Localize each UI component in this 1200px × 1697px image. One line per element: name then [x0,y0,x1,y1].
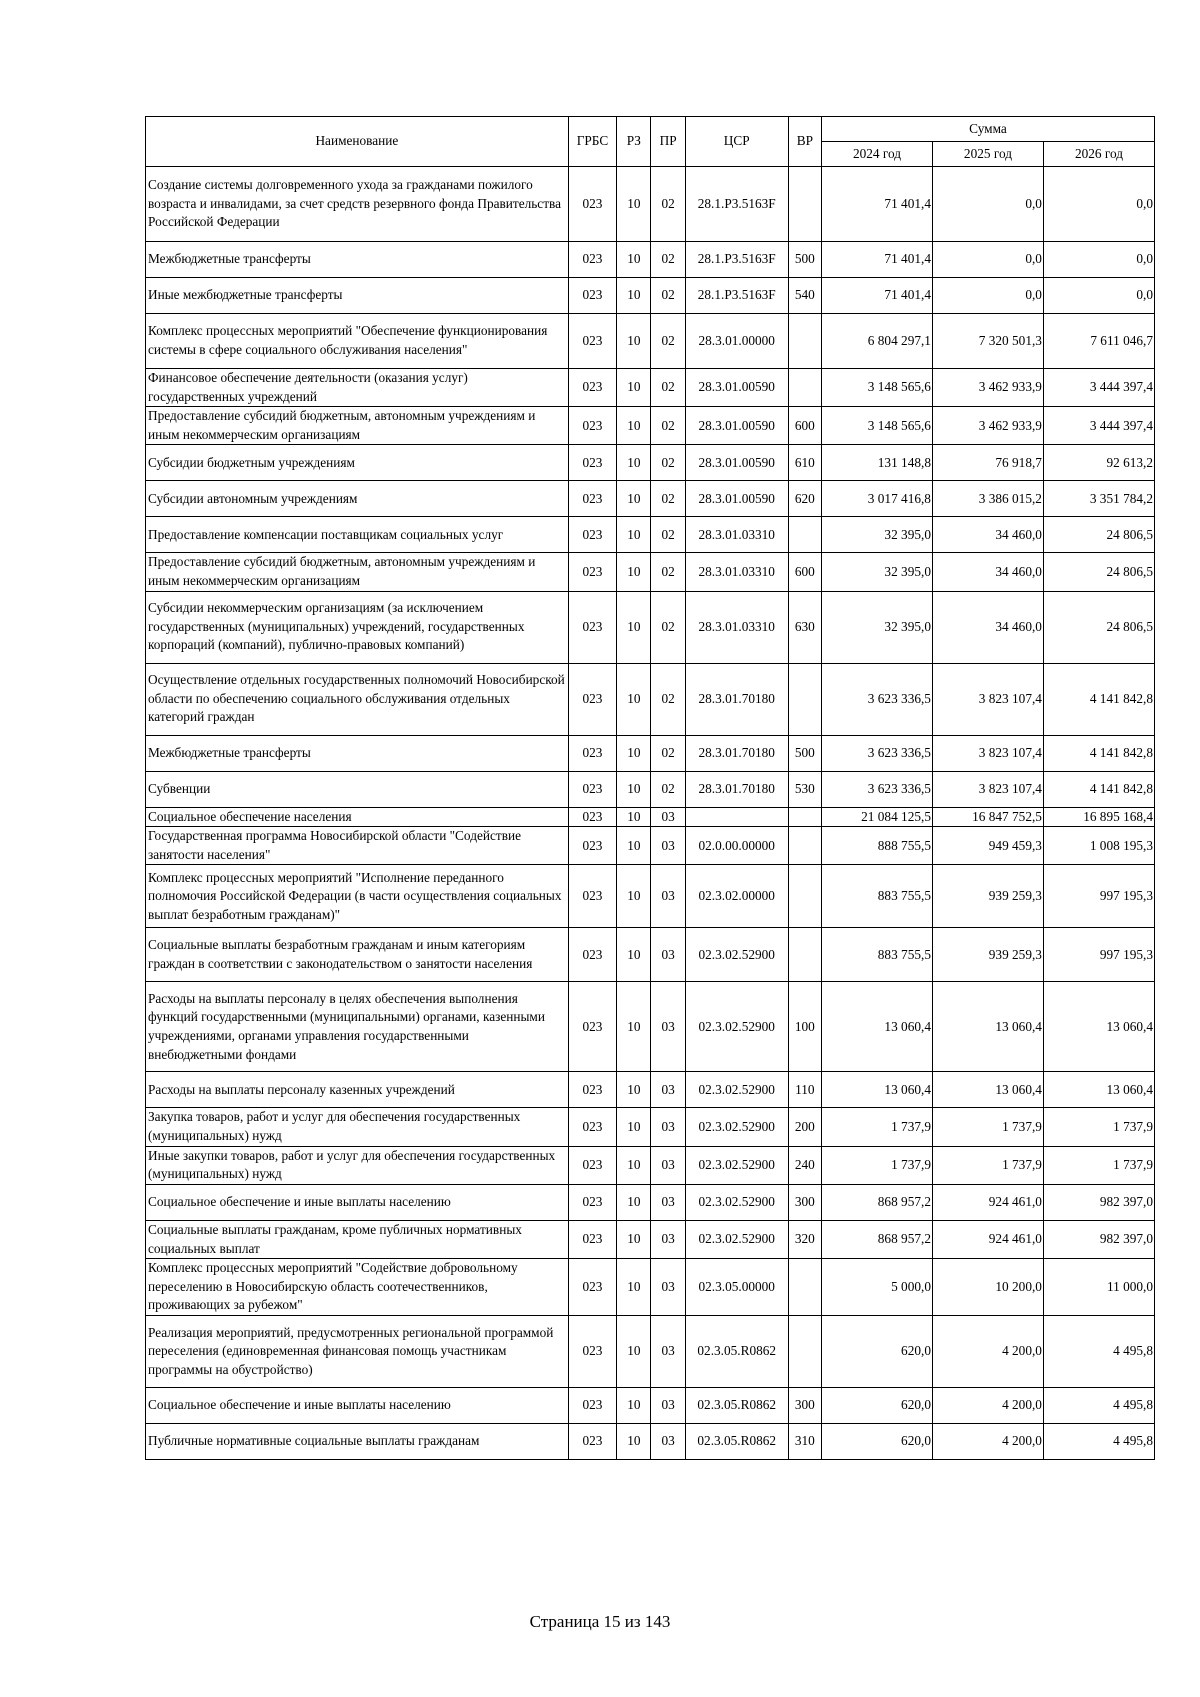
cell-rz: 10 [617,1387,651,1423]
cell-sum-2026: 982 397,0 [1043,1220,1154,1258]
cell-grbs: 023 [568,982,616,1072]
cell-csr: 28.3.01.70180 [685,663,788,735]
cell-rz: 10 [617,1146,651,1184]
cell-sum-2026: 24 806,5 [1043,591,1154,663]
cell-sum-2025: 0,0 [932,242,1043,278]
cell-name: Социальное обеспечение и иные выплаты населению [146,1184,569,1220]
cell-sum-2026: 92 613,2 [1043,445,1154,481]
cell-pr: 03 [651,827,685,865]
cell-sum-2024: 3 623 336,5 [821,771,932,807]
cell-csr: 28.3.01.00590 [685,407,788,445]
cell-vr [788,314,821,369]
cell-csr: 02.3.02.52900 [685,1072,788,1108]
cell-vr [788,1315,821,1387]
cell-sum-2025: 3 462 933,9 [932,369,1043,407]
cell-rz: 10 [617,928,651,982]
cell-sum-2026: 997 195,3 [1043,865,1154,928]
cell-sum-2025: 13 060,4 [932,1072,1043,1108]
cell-name: Социальные выплаты безработным гражданам и иным категориям граждан в соответствии с законодательством о занятости населения [146,928,569,982]
cell-name: Расходы на выплаты персоналу в целях обеспечения выполнения функций государственными (муниципальными) органами, казенными учреждениями, органами управления государственными внебюджетными фондами [146,982,569,1072]
cell-csr: 28.1.Р3.5163F [685,242,788,278]
cell-name: Социальные выплаты гражданам, кроме публичных нормативных социальных выплат [146,1220,569,1258]
table-row [146,663,1155,735]
cell-sum-2026: 16 895 168,4 [1043,807,1154,827]
cell-grbs: 023 [568,407,616,445]
cell-sum-2025: 4 200,0 [932,1423,1043,1459]
cell-sum-2025: 949 459,3 [932,827,1043,865]
cell-sum-2024: 3 623 336,5 [821,735,932,771]
cell-name: Предоставление субсидий бюджетным, автономным учреждениям и иным некоммерческим организациям [146,407,569,445]
cell-sum-2026: 4 141 842,8 [1043,735,1154,771]
cell-sum-2026: 4 495,8 [1043,1387,1154,1423]
cell-pr: 02 [651,735,685,771]
table-row [146,1146,1155,1184]
cell-vr: 610 [788,445,821,481]
cell-sum-2024: 620,0 [821,1387,932,1423]
cell-csr: 02.3.02.52900 [685,1220,788,1258]
cell-name: Субсидии некоммерческим организациям (за исключением государственных (муниципальных) учреждений, государственных корпораций (компаний), публично-правовых компаний) [146,591,569,663]
cell-vr [788,167,821,242]
cell-pr: 03 [651,982,685,1072]
cell-sum-2026: 24 806,5 [1043,517,1154,553]
cell-sum-2024: 71 401,4 [821,242,932,278]
cell-pr: 02 [651,663,685,735]
table-row [146,1108,1155,1146]
cell-rz: 10 [617,591,651,663]
cell-sum-2025: 10 200,0 [932,1259,1043,1316]
table-row [146,445,1155,481]
cell-sum-2024: 620,0 [821,1315,932,1387]
cell-sum-2025: 34 460,0 [932,591,1043,663]
cell-name: Реализация мероприятий, предусмотренных региональной программой переселения (единовременная финансовая помощь участникам программы на обустройство) [146,1315,569,1387]
cell-vr [788,663,821,735]
cell-sum-2024: 868 957,2 [821,1220,932,1258]
cell-grbs: 023 [568,1259,616,1316]
header-csr: ЦСР [685,117,788,167]
cell-sum-2025: 34 460,0 [932,517,1043,553]
cell-rz: 10 [617,1423,651,1459]
table-row [146,1387,1155,1423]
cell-sum-2025: 76 918,7 [932,445,1043,481]
cell-sum-2026: 1 737,9 [1043,1146,1154,1184]
table-row [146,167,1155,242]
cell-csr: 28.3.01.00590 [685,481,788,517]
cell-rz: 10 [617,517,651,553]
cell-name: Расходы на выплаты персоналу казенных учреждений [146,1072,569,1108]
cell-sum-2026: 1 008 195,3 [1043,827,1154,865]
cell-name: Комплекс процессных мероприятий "Обеспечение функционирования системы в сфере социального обслуживания населения" [146,314,569,369]
cell-grbs: 023 [568,591,616,663]
cell-csr: 28.1.Р3.5163F [685,167,788,242]
cell-sum-2025: 4 200,0 [932,1387,1043,1423]
cell-sum-2025: 3 386 015,2 [932,481,1043,517]
cell-rz: 10 [617,1220,651,1258]
cell-sum-2024: 32 395,0 [821,517,932,553]
cell-rz: 10 [617,807,651,827]
cell-vr [788,369,821,407]
header-grbs: ГРБС [568,117,616,167]
cell-grbs: 023 [568,1184,616,1220]
cell-pr: 03 [651,1108,685,1146]
cell-name: Субсидии бюджетным учреждениям [146,445,569,481]
cell-rz: 10 [617,553,651,591]
cell-grbs: 023 [568,553,616,591]
cell-vr: 500 [788,735,821,771]
cell-grbs: 023 [568,1387,616,1423]
cell-csr: 02.3.05.R0862 [685,1315,788,1387]
cell-name: Социальное обеспечение населения [146,807,569,827]
cell-sum-2026: 0,0 [1043,167,1154,242]
cell-grbs: 023 [568,1315,616,1387]
cell-grbs: 023 [568,827,616,865]
cell-rz: 10 [617,735,651,771]
cell-csr: 28.3.01.00590 [685,445,788,481]
cell-pr: 02 [651,167,685,242]
cell-pr: 02 [651,771,685,807]
cell-sum-2025: 924 461,0 [932,1184,1043,1220]
table-row [146,1184,1155,1220]
cell-sum-2026: 1 737,9 [1043,1108,1154,1146]
cell-pr: 03 [651,1259,685,1316]
cell-vr [788,807,821,827]
header-year-2024: 2024 год [821,142,932,167]
cell-csr: 02.3.02.52900 [685,982,788,1072]
cell-sum-2024: 71 401,4 [821,278,932,314]
cell-pr: 03 [651,1146,685,1184]
cell-grbs: 023 [568,928,616,982]
cell-name: Иные закупки товаров, работ и услуг для обеспечения государственных (муниципальных) нужд [146,1146,569,1184]
cell-sum-2025: 34 460,0 [932,553,1043,591]
cell-vr: 630 [788,591,821,663]
cell-sum-2024: 868 957,2 [821,1184,932,1220]
cell-pr: 03 [651,928,685,982]
table-row [146,771,1155,807]
cell-csr: 28.3.01.70180 [685,735,788,771]
table-row [146,481,1155,517]
cell-sum-2025: 939 259,3 [932,865,1043,928]
cell-sum-2026: 4 495,8 [1043,1423,1154,1459]
cell-csr: 28.3.01.03310 [685,553,788,591]
cell-csr: 28.3.01.00590 [685,369,788,407]
cell-csr: 02.3.02.52900 [685,1184,788,1220]
cell-rz: 10 [617,407,651,445]
cell-csr: 02.3.02.52900 [685,928,788,982]
cell-name: Предоставление субсидий бюджетным, автономным учреждениям и иным некоммерческим организациям [146,553,569,591]
cell-sum-2026: 11 000,0 [1043,1259,1154,1316]
cell-sum-2024: 32 395,0 [821,553,932,591]
cell-csr: 02.3.02.52900 [685,1146,788,1184]
cell-name: Государственная программа Новосибирской области "Содействие занятости населения" [146,827,569,865]
cell-name: Субсидии автономным учреждениям [146,481,569,517]
table-header [146,117,1155,167]
cell-name: Межбюджетные трансферты [146,735,569,771]
cell-rz: 10 [617,663,651,735]
cell-sum-2024: 3 148 565,6 [821,407,932,445]
cell-csr: 02.3.05.00000 [685,1259,788,1316]
cell-rz: 10 [617,1315,651,1387]
cell-csr: 02.3.02.52900 [685,1108,788,1146]
cell-grbs: 023 [568,481,616,517]
cell-sum-2026: 3 351 784,2 [1043,481,1154,517]
cell-name: Предоставление компенсации поставщикам социальных услуг [146,517,569,553]
cell-vr: 300 [788,1387,821,1423]
cell-sum-2026: 0,0 [1043,242,1154,278]
cell-pr: 02 [651,481,685,517]
cell-vr: 110 [788,1072,821,1108]
cell-vr: 310 [788,1423,821,1459]
cell-sum-2025: 3 462 933,9 [932,407,1043,445]
cell-name: Межбюджетные трансферты [146,242,569,278]
cell-csr: 02.3.05.R0862 [685,1423,788,1459]
cell-pr: 03 [651,1315,685,1387]
cell-sum-2025: 3 823 107,4 [932,771,1043,807]
cell-sum-2024: 888 755,5 [821,827,932,865]
cell-sum-2024: 13 060,4 [821,982,932,1072]
cell-sum-2025: 0,0 [932,167,1043,242]
cell-sum-2024: 32 395,0 [821,591,932,663]
table-row [146,1072,1155,1108]
cell-sum-2025: 7 320 501,3 [932,314,1043,369]
cell-sum-2025: 1 737,9 [932,1108,1043,1146]
cell-rz: 10 [617,865,651,928]
table-row [146,1423,1155,1459]
cell-grbs: 023 [568,242,616,278]
cell-csr: 28.3.01.03310 [685,517,788,553]
cell-sum-2024: 3 623 336,5 [821,663,932,735]
cell-pr: 02 [651,369,685,407]
cell-csr: 28.3.01.70180 [685,771,788,807]
cell-vr: 320 [788,1220,821,1258]
cell-grbs: 023 [568,1108,616,1146]
cell-sum-2024: 1 737,9 [821,1146,932,1184]
cell-sum-2024: 13 060,4 [821,1072,932,1108]
cell-grbs: 023 [568,771,616,807]
cell-pr: 03 [651,1220,685,1258]
table-row [146,1315,1155,1387]
cell-name: Комплекс процессных мероприятий "Исполнение переданного полномочия Российской Федерации (в части осуществления социальных выплат безработным гражданам)" [146,865,569,928]
cell-sum-2024: 3 017 416,8 [821,481,932,517]
table-row [146,591,1155,663]
cell-rz: 10 [617,1108,651,1146]
cell-csr: 02.3.05.R0862 [685,1387,788,1423]
cell-pr: 02 [651,242,685,278]
cell-rz: 10 [617,167,651,242]
cell-grbs: 023 [568,807,616,827]
table-row [146,928,1155,982]
cell-rz: 10 [617,982,651,1072]
cell-vr: 240 [788,1146,821,1184]
cell-name: Создание системы долговременного ухода за гражданами пожилого возраста и инвалидами, за счет средств резервного фонда Правительства Российской Федерации [146,167,569,242]
cell-vr [788,865,821,928]
cell-rz: 10 [617,1184,651,1220]
cell-csr: 28.1.Р3.5163F [685,278,788,314]
cell-pr: 03 [651,1387,685,1423]
cell-vr [788,928,821,982]
cell-sum-2026: 0,0 [1043,278,1154,314]
table-row [146,242,1155,278]
cell-sum-2024: 5 000,0 [821,1259,932,1316]
cell-sum-2026: 3 444 397,4 [1043,369,1154,407]
table-row [146,314,1155,369]
cell-grbs: 023 [568,445,616,481]
header-sum: Сумма [821,117,1154,142]
cell-pr: 03 [651,807,685,827]
cell-grbs: 023 [568,865,616,928]
cell-name: Субвенции [146,771,569,807]
table-row [146,1220,1155,1258]
cell-name: Финансовое обеспечение деятельности (оказания услуг) государственных учреждений [146,369,569,407]
cell-name: Иные межбюджетные трансферты [146,278,569,314]
header-year-2026: 2026 год [1043,142,1154,167]
table-row [146,369,1155,407]
cell-vr: 620 [788,481,821,517]
cell-pr: 03 [651,1072,685,1108]
cell-vr: 530 [788,771,821,807]
cell-pr: 02 [651,278,685,314]
header-pr: ПР [651,117,685,167]
cell-sum-2026: 982 397,0 [1043,1184,1154,1220]
table-row [146,407,1155,445]
cell-sum-2025: 3 823 107,4 [932,735,1043,771]
header-vr: ВР [788,117,821,167]
cell-pr: 02 [651,553,685,591]
cell-sum-2026: 4 495,8 [1043,1315,1154,1387]
cell-sum-2025: 16 847 752,5 [932,807,1043,827]
cell-pr: 03 [651,865,685,928]
cell-grbs: 023 [568,1072,616,1108]
cell-rz: 10 [617,481,651,517]
cell-sum-2026: 13 060,4 [1043,982,1154,1072]
cell-sum-2025: 3 823 107,4 [932,663,1043,735]
cell-vr: 200 [788,1108,821,1146]
cell-sum-2024: 1 737,9 [821,1108,932,1146]
cell-csr [685,807,788,827]
cell-sum-2025: 939 259,3 [932,928,1043,982]
cell-pr: 03 [651,1423,685,1459]
table-row [146,517,1155,553]
table-body [146,167,1155,1460]
cell-grbs: 023 [568,1220,616,1258]
cell-name: Осуществление отдельных государственных полномочий Новосибирской области по обеспечению социального обслуживания отдельных категорий граждан [146,663,569,735]
cell-pr: 02 [651,314,685,369]
table-row [146,1259,1155,1316]
cell-vr: 100 [788,982,821,1072]
cell-rz: 10 [617,242,651,278]
cell-sum-2024: 131 148,8 [821,445,932,481]
table-row [146,735,1155,771]
cell-sum-2024: 883 755,5 [821,928,932,982]
cell-csr: 28.3.01.03310 [685,591,788,663]
header-rz: РЗ [617,117,651,167]
cell-name: Закупка товаров, работ и услуг для обеспечения государственных (муниципальных) нужд [146,1108,569,1146]
cell-grbs: 023 [568,314,616,369]
cell-pr: 02 [651,445,685,481]
cell-grbs: 023 [568,167,616,242]
cell-pr: 03 [651,1184,685,1220]
cell-grbs: 023 [568,369,616,407]
cell-grbs: 023 [568,278,616,314]
cell-sum-2024: 6 804 297,1 [821,314,932,369]
table-row [146,278,1155,314]
header-name: Наименование [146,117,569,167]
cell-rz: 10 [617,1072,651,1108]
page-number: Страница 15 из 143 [529,1612,671,1631]
cell-vr: 600 [788,407,821,445]
cell-sum-2026: 13 060,4 [1043,1072,1154,1108]
cell-rz: 10 [617,445,651,481]
cell-sum-2025: 4 200,0 [932,1315,1043,1387]
cell-sum-2026: 7 611 046,7 [1043,314,1154,369]
cell-sum-2026: 3 444 397,4 [1043,407,1154,445]
table-row [146,553,1155,591]
cell-sum-2025: 0,0 [932,278,1043,314]
table-row [146,827,1155,865]
cell-grbs: 023 [568,1146,616,1184]
cell-rz: 10 [617,278,651,314]
cell-pr: 02 [651,591,685,663]
table-row [146,865,1155,928]
cell-sum-2025: 13 060,4 [932,982,1043,1072]
header-year-2025: 2025 год [932,142,1043,167]
cell-grbs: 023 [568,735,616,771]
cell-vr: 600 [788,553,821,591]
cell-name: Публичные нормативные социальные выплаты гражданам [146,1423,569,1459]
cell-rz: 10 [617,827,651,865]
cell-csr: 28.3.01.00000 [685,314,788,369]
cell-grbs: 023 [568,517,616,553]
cell-rz: 10 [617,369,651,407]
cell-vr: 500 [788,242,821,278]
cell-sum-2024: 883 755,5 [821,865,932,928]
cell-name: Комплекс процессных мероприятий "Содействие добровольному переселению в Новосибирскую область соотечественников, проживающих за рубежом" [146,1259,569,1316]
cell-vr: 300 [788,1184,821,1220]
cell-vr [788,827,821,865]
cell-name: Социальное обеспечение и иные выплаты населению [146,1387,569,1423]
cell-sum-2025: 1 737,9 [932,1146,1043,1184]
cell-sum-2024: 620,0 [821,1423,932,1459]
cell-vr: 540 [788,278,821,314]
cell-sum-2026: 997 195,3 [1043,928,1154,982]
cell-pr: 02 [651,407,685,445]
table-row [146,982,1155,1072]
cell-pr: 02 [651,517,685,553]
cell-vr [788,517,821,553]
cell-sum-2024: 71 401,4 [821,167,932,242]
cell-sum-2024: 21 084 125,5 [821,807,932,827]
cell-sum-2025: 924 461,0 [932,1220,1043,1258]
cell-csr: 02.3.02.00000 [685,865,788,928]
cell-csr: 02.0.00.00000 [685,827,788,865]
cell-grbs: 023 [568,1423,616,1459]
cell-rz: 10 [617,1259,651,1316]
budget-table [145,116,1155,1460]
cell-rz: 10 [617,771,651,807]
cell-sum-2026: 4 141 842,8 [1043,771,1154,807]
cell-grbs: 023 [568,663,616,735]
cell-sum-2026: 24 806,5 [1043,553,1154,591]
cell-sum-2024: 3 148 565,6 [821,369,932,407]
cell-vr [788,1259,821,1316]
cell-sum-2026: 4 141 842,8 [1043,663,1154,735]
cell-rz: 10 [617,314,651,369]
table-row [146,807,1155,827]
